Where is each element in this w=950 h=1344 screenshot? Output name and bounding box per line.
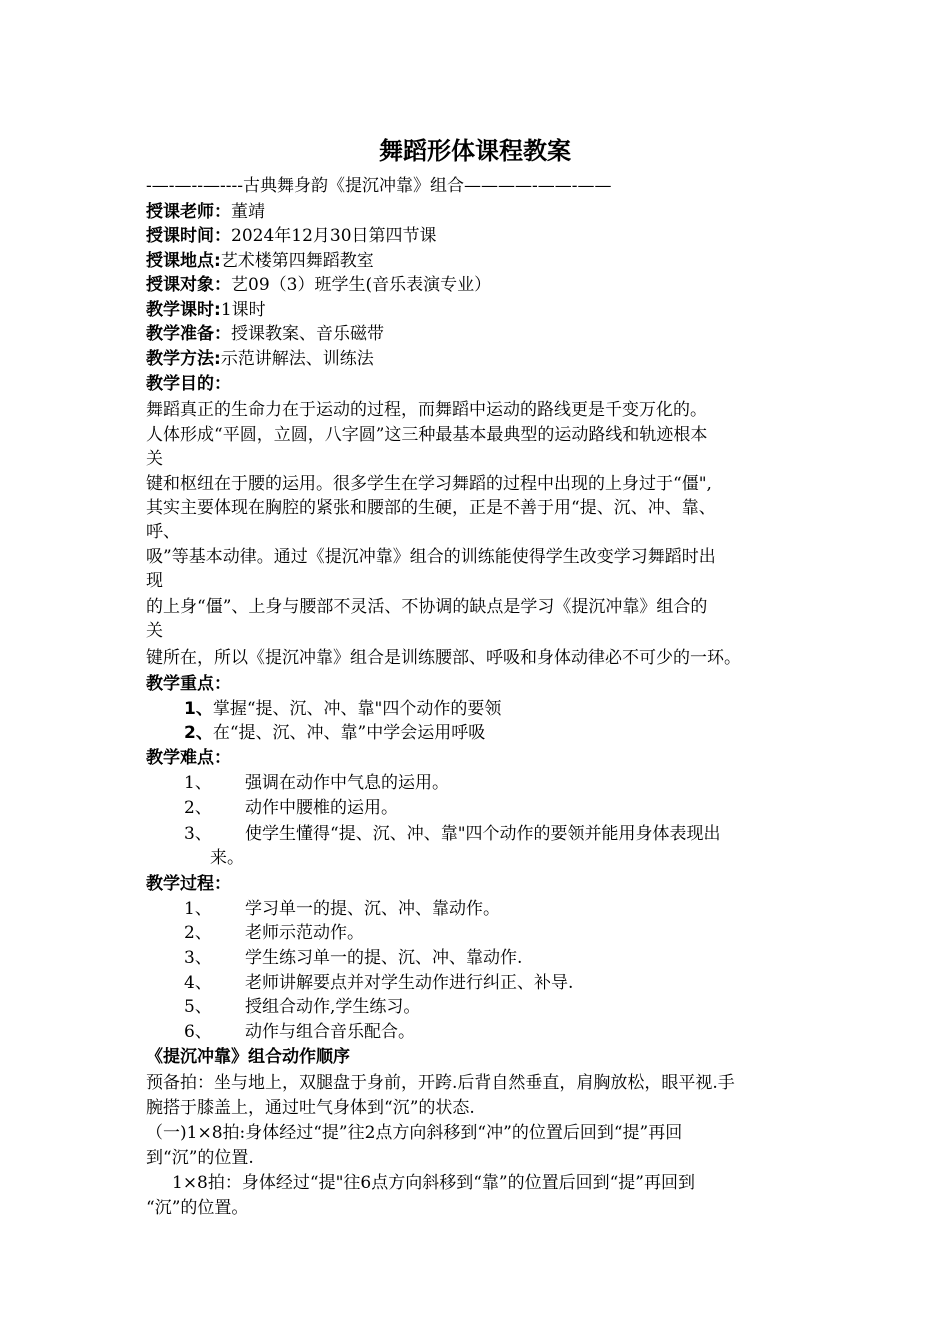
process-number: 5、 — [184, 997, 212, 1017]
info-place-value: 艺术楼第四舞蹈教室 — [220, 251, 374, 271]
info-hours-label: 教学课时: — [146, 300, 221, 320]
goal-line: 的上身“僵”、上身与腰部不灵活、不协调的缺点是学习《提沉冲靠》组合的 — [146, 597, 708, 617]
goal-heading: 教学目的： — [146, 374, 231, 394]
key-point-text: 掌握“提、沉、冲、靠"四个动作的要领 — [212, 699, 502, 719]
sequence-line: 预备拍：坐与地上，双腿盘于身前，开跨.后背自然垂直，肩胸放松，眼平视.手 — [146, 1073, 735, 1093]
key-point-text: 在“提、沉、冲、靠”中学会运用呼吸 — [212, 723, 486, 743]
sequence-heading: 《提沉冲靠》组合动作顺序 — [146, 1047, 350, 1067]
info-time-value: 2024年12月30日第四节课 — [231, 226, 437, 246]
info-hours — [146, 298, 826, 322]
info-method — [146, 347, 826, 371]
document-subtitle: -—-—--—----古典舞身韵《提沉冲靠》组合————-——-—— — [146, 176, 612, 196]
info-prep-value: 授课教案、音乐磁带 — [231, 324, 384, 344]
sequence-line: 腕搭于膝盖上，通过吐气身体到“沉”的状态. — [146, 1098, 475, 1118]
sequence-line: 1×8拍：身体经过“提"往6点方向斜移到“靠”的位置后回到“提”再回到 — [172, 1173, 695, 1193]
goal-line: 人体形成“平圆，立圆，八字圆”这三种最基本最典型的运动路线和轨迹根本 — [146, 425, 708, 445]
goal-line: 关 — [146, 621, 163, 641]
document-title: 舞蹈形体课程教案 — [379, 137, 571, 165]
goal-line: 现 — [146, 571, 163, 591]
process-text: 老师示范动作。 — [245, 923, 364, 943]
info-target — [146, 273, 826, 297]
process-number: 2、 — [184, 923, 212, 943]
info-method-value: 示范讲解法、训练法 — [220, 349, 374, 369]
key-points-heading: 教学重点： — [146, 674, 231, 694]
difficulty-number: 2、 — [184, 798, 212, 818]
difficulty-continuation: 来。 — [210, 848, 244, 868]
info-teacher-label: 授课老师： — [146, 202, 231, 222]
goal-line: 关 — [146, 449, 163, 469]
process-text: 授组合动作,学生练习。 — [245, 997, 421, 1017]
goal-line: 其实主要体现在胸腔的紧张和腰部的生硬，正是不善于用“提、沉、冲、靠、 — [146, 498, 716, 518]
goal-line: 吸”等基本动律。通过《提沉冲靠》组合的训练能使得学生改变学习舞蹈时出 — [146, 547, 716, 567]
info-teacher-value: 董靖 — [231, 202, 265, 222]
sequence-line: （一)1×8拍:身体经过“提”往2点方向斜移到“冲”的位置后回到“提”再回 — [146, 1123, 683, 1143]
process-number: 4、 — [184, 973, 212, 993]
difficulty-text: 强调在动作中气息的运用。 — [245, 773, 449, 793]
info-time — [146, 224, 826, 248]
info-hours-value: 1课时 — [220, 300, 266, 320]
difficulty-text: 使学生懂得“提、沉、冲、靠"四个动作的要领并能用身体表现出 — [245, 824, 721, 844]
difficulty-number: 3、 — [184, 824, 212, 844]
goal-line: 舞蹈真正的生命力在于运动的过程，而舞蹈中运动的路线更是千变万化的。 — [146, 400, 707, 420]
process-text: 动作与组合音乐配合。 — [245, 1022, 415, 1042]
process-text: 学习单一的提、沉、冲、靠动作。 — [245, 899, 500, 919]
difficulty-text: 动作中腰椎的运用。 — [245, 798, 398, 818]
difficulties-heading: 教学难点： — [146, 748, 231, 768]
info-time-label: 授课时间： — [146, 226, 231, 246]
info-target-value: 艺09（3）班学生(音乐表演专业） — [231, 275, 492, 295]
key-point-item — [184, 721, 864, 745]
process-number: 3、 — [184, 948, 212, 968]
process-heading: 教学过程： — [146, 874, 231, 894]
info-prep-label: 教学准备： — [146, 324, 231, 344]
info-prep — [146, 322, 826, 346]
goal-line: 键和枢纽在于腰的运用。很多学生在学习舞蹈的过程中出现的上身过于“僵", — [146, 474, 712, 494]
info-place-label: 授课地点: — [146, 251, 221, 271]
sequence-line: 到“沉”的位置. — [146, 1148, 254, 1168]
goal-line: 呼、 — [146, 522, 180, 542]
key-point-item — [184, 697, 864, 721]
process-number: 1、 — [184, 899, 212, 919]
info-target-label: 授课对象： — [146, 275, 231, 295]
info-place — [146, 249, 826, 273]
info-method-label: 教学方法: — [146, 349, 221, 369]
difficulty-number: 1、 — [184, 773, 212, 793]
key-point-number: 1、 — [184, 699, 213, 719]
info-teacher — [146, 200, 826, 224]
process-number: 6、 — [184, 1022, 212, 1042]
sequence-line: “沉”的位置。 — [146, 1198, 249, 1218]
process-text: 学生练习单一的提、沉、冲、靠动作. — [245, 948, 523, 968]
process-text: 老师讲解要点并对学生动作进行纠正、补导. — [245, 973, 574, 993]
key-point-number: 2、 — [184, 723, 213, 743]
goal-line: 键所在，所以《提沉冲靠》组合是训练腰部、呼吸和身体动律必不可少的一环。 — [146, 648, 741, 668]
